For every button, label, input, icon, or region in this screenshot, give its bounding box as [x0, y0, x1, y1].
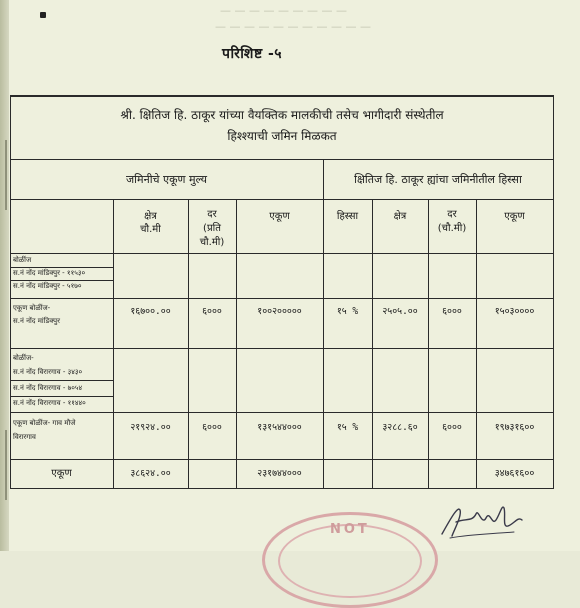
cell-area: १६७००.००: [130, 306, 171, 317]
column-header-share: हिस्सा: [336, 211, 359, 222]
column-header-share-area: क्षेत्र: [393, 211, 407, 222]
column-header-rate-unit: चौ.मी): [199, 237, 225, 248]
total-label: एकूण: [51, 468, 72, 479]
bleed-through-text: — — — — — — — — —: [220, 4, 347, 17]
row-label: स.नं नोंद मांडिक्पुर: [13, 317, 60, 325]
cell-rate: ६०००: [202, 306, 222, 317]
row-label: एकूण बोळींज-: [13, 304, 51, 312]
column-header-share-rate: दर: [447, 209, 457, 220]
column-header-area-unit: चौ.मी: [140, 224, 161, 235]
cell-area-total: ३८६२४.००: [130, 468, 171, 479]
section-share-in-land: क्षितिज हि. ठाकूर ह्यांचा जमिनीतील हिस्सा: [354, 173, 522, 186]
row-label: स.नं नोंद विरारगाव - ३४३०: [13, 368, 83, 376]
column-header-total: एकूण: [269, 211, 290, 222]
notary-stamp-text: NOT: [330, 522, 370, 537]
signature: [432, 496, 527, 541]
scan-mark: [40, 12, 46, 18]
cell-share: १५ %: [336, 306, 359, 317]
cell-rate: ६०००: [202, 422, 222, 433]
page-title: परिशिष्ट -५: [222, 46, 283, 62]
table-heading-line1: श्री. क्षितिज हि. ठाकूर यांच्या वैयक्तिक मालकीची तसेच भागीदारी संस्थेतील: [120, 108, 444, 122]
row-label: स.नं नोंद विरारगाव - ११४४०: [13, 399, 86, 407]
table-heading-line2: हिश्श्याची जमिन मिळकत: [227, 129, 337, 143]
column-header-rate-per: (प्रति: [203, 223, 221, 234]
section-total-land-value: जमिनीचे एकूण मुल्य: [126, 173, 207, 186]
row-label: बोळींज: [13, 256, 32, 264]
fold-crease: [5, 140, 7, 210]
cell-share-area: ३२८८.६०: [382, 422, 418, 433]
cell-share-rate: ६०००: [442, 306, 462, 317]
row-label: स.नं नोंद मांडिक्पुर - ११५३०: [13, 269, 86, 277]
column-header-share-total: एकूण: [504, 211, 525, 222]
cell-share: १५ %: [336, 422, 359, 433]
column-header-rate: दर: [207, 209, 217, 220]
cell-share-total: १५०३००००: [494, 306, 535, 317]
row-label: बोळींज-: [13, 354, 34, 362]
cell-share-grand-total: ३४७६१६००: [494, 468, 535, 479]
row-label: विरारगाव: [13, 433, 36, 441]
row-label: स.नं नोंद मांडिक्पुर - ५१७०: [13, 282, 82, 290]
row-label: स.नं नोंद विरारगाव - ७०५४: [13, 384, 83, 392]
cell-share-rate: ६०००: [442, 422, 462, 433]
bleed-through-text: — — — — — — — — — — —: [215, 20, 371, 33]
fold-crease: [5, 430, 7, 500]
cell-total: १३१५४४०००: [257, 422, 302, 433]
cell-total: १००२०००००: [257, 306, 302, 317]
cell-area: २१९२४.००: [130, 422, 171, 433]
column-header-share-rate-unit: (चौ.मी): [437, 223, 467, 234]
row-label: एकूण बोळींज- गाव मौजे: [13, 419, 76, 427]
column-header-area: क्षेत्र: [144, 211, 157, 222]
cell-grand-total: २३१७४४०००: [257, 468, 302, 479]
cell-share-total: १९७३१६००: [494, 422, 535, 433]
cell-share-area: २५०५.००: [382, 306, 418, 317]
